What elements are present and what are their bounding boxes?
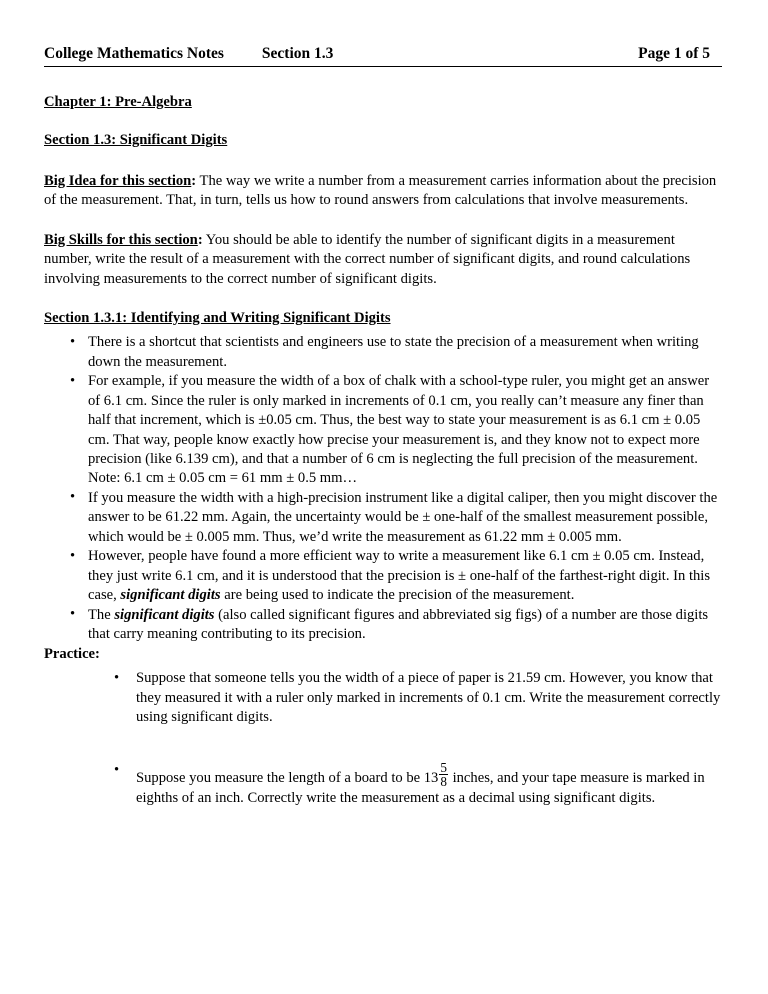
list-item bbox=[44, 547, 722, 605]
running-head-page-number: Page 1 of 5 bbox=[638, 45, 710, 62]
big-skills-colon: : bbox=[197, 231, 203, 248]
bullet-text: If you measure the width with a high-precision instrument like a digital caliper, then you might discover the answer to be 61.22 mm. Again, the uncertainty would be ± one-half of the smallest measurement possible, which would be ± 0.005 mm. Thus, we’d write the measurement as 61.22 mm ± 0.005 mm. bbox=[88, 489, 718, 545]
concept-bullet-list bbox=[44, 333, 722, 645]
chapter-heading bbox=[44, 93, 722, 112]
practice-text-after: inches, and your tape measure is marked in eighths of an inch. Correctly write the measurement as a decimal using significant digits. bbox=[136, 769, 705, 807]
fraction bbox=[439, 761, 448, 789]
subsection-heading bbox=[44, 309, 722, 328]
section-heading-text: Section 1.3: Significant Digits bbox=[44, 131, 228, 148]
bullet-text-before: However, people have found a more efficient way to write a measurement like 6.1 cm ± 0.05 cm. Instead, they just write 6.1 cm, and it is understood that the precision is ± one-half of the farthest-right digit. In this case, bbox=[88, 548, 711, 604]
running-head-title: College Mathematics Notes bbox=[44, 45, 224, 62]
big-idea-text: The way we write a number from a measurement carries information about the precision of the measurement. That, in turn, tells us how to round answers from calculations that involve measurements. bbox=[44, 172, 717, 209]
practice-bullet-list bbox=[44, 669, 722, 809]
practice-label: Practice: bbox=[44, 645, 100, 662]
bullet-text-after: (also called significant figures and abbreviated sig figs) of a number are those digits that carry meaning contributing to its precision. bbox=[88, 606, 709, 643]
bullet-text: For example, if you measure the width of a box of chalk with a school-type ruler, you might get an answer of 6.1 cm. Since the ruler is only marked in increments of 0.1 cm, you really can’t measure any finer than half that increment, which is ±0.05 cm. Thus, the best way to state your measurement is as 6.1 cm ± 0.05 cm. That way, people know exactly how precise your measurement is, and they know not to expect more precision (like 6.139 cm), and that a number of 6 cm is neglecting the full precision of the measurement. Note: 6.1 cm ± 0.05 cm = 61 mm ± 0.5 mm… bbox=[88, 373, 710, 487]
list-item bbox=[44, 669, 722, 727]
chapter-heading-text: Chapter 1: Pre-Algebra bbox=[44, 93, 192, 110]
bullet-text-after: are being used to indicate the precision of the measurement. bbox=[220, 587, 575, 604]
big-skills-text: You should be able to identify the number of significant digits in a measurement number, write the result of a measurement with the correct number of significant digits, and round calculations involving measurements to the correct number of significant digits. bbox=[44, 231, 691, 287]
big-skills-label: Big Skills for this section bbox=[44, 231, 198, 248]
mixed-number-whole: 13 bbox=[423, 769, 439, 786]
bullet-text-before: The bbox=[88, 606, 115, 623]
big-idea-label: Big Idea for this section bbox=[44, 172, 192, 189]
big-idea-colon: : bbox=[191, 172, 197, 189]
subsection-heading-text: Section 1.3.1: Identifying and Writing Significant Digits bbox=[44, 310, 391, 327]
running-head bbox=[44, 44, 722, 67]
list-item bbox=[44, 606, 722, 645]
bullet-emphasis: significant digits bbox=[114, 606, 215, 623]
fraction-denominator: 8 bbox=[440, 774, 447, 790]
big-idea-paragraph bbox=[44, 172, 722, 211]
mixed-number-equation bbox=[423, 759, 449, 790]
practice-text: Suppose that someone tells you the width of a piece of paper is 21.59 cm. However, you know that they measured it with a ruler only marked in increments of 0.1 cm. Write the measurement correctly using significant digits. bbox=[136, 670, 721, 726]
list-item bbox=[44, 759, 722, 809]
fraction-numerator: 5 bbox=[440, 759, 447, 775]
list-item bbox=[44, 372, 722, 489]
section-heading bbox=[44, 131, 722, 150]
running-head-section: Section 1.3 bbox=[261, 45, 334, 62]
list-item bbox=[44, 489, 722, 547]
big-skills-paragraph bbox=[44, 231, 722, 289]
bullet-emphasis: significant digits bbox=[120, 587, 221, 604]
list-item bbox=[44, 333, 722, 372]
bullet-text: There is a shortcut that scientists and engineers use to state the precision of a measurement when writing down the measurement. bbox=[88, 334, 699, 370]
practice-text-before: Suppose you measure the length of a board to be bbox=[136, 769, 424, 786]
